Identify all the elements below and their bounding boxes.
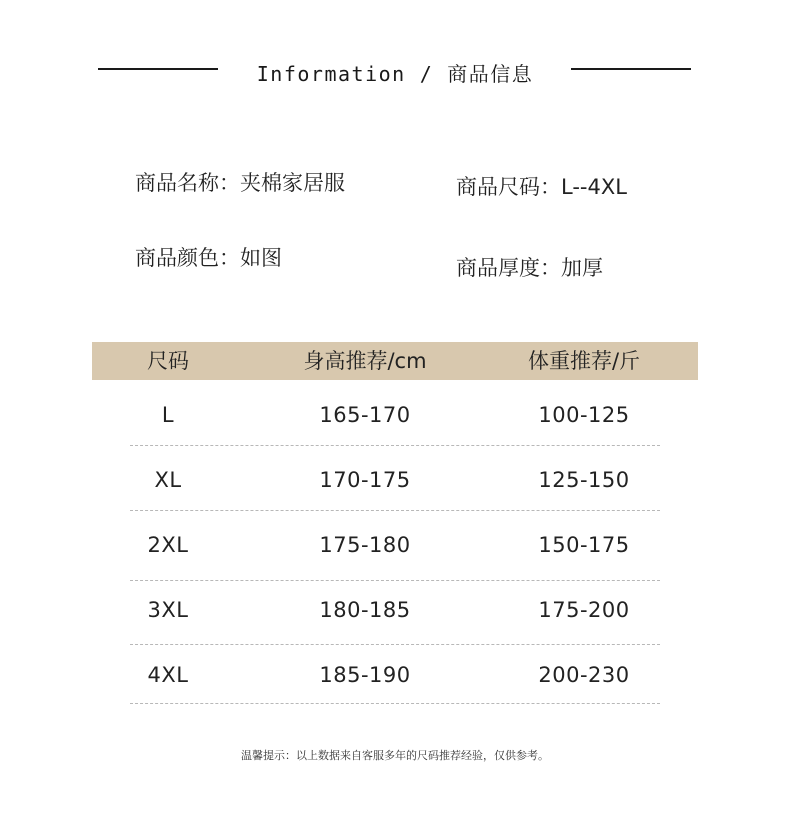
- size-cell: 2XL: [147, 533, 189, 557]
- header-line-right: [571, 68, 691, 70]
- size-cell: XL: [154, 468, 182, 492]
- column-header-weight: 体重推荐/斤: [527, 349, 641, 373]
- footer-note: 温馨提示：以上数据来自客服多年的尺码推荐经验，仅供参考。: [241, 749, 549, 762]
- weight-cell: 200-230: [538, 663, 630, 687]
- size-cell: L: [161, 403, 175, 427]
- row-divider: [130, 510, 660, 511]
- product-thickness: 商品厚度：加厚: [456, 256, 603, 280]
- row-divider: [130, 580, 660, 581]
- row-divider: [130, 703, 660, 704]
- height-cell: 180-185: [319, 598, 411, 622]
- row-divider: [130, 644, 660, 645]
- weight-cell: 100-125: [538, 403, 630, 427]
- section-title: [230, 58, 560, 87]
- column-header-height: 身高推荐/cm: [303, 349, 427, 373]
- product-size: 商品尺码：L--4XL: [456, 175, 627, 199]
- height-cell: 175-180: [319, 533, 411, 557]
- product-color: 商品颜色：如图: [135, 246, 282, 270]
- height-cell: 165-170: [319, 403, 411, 427]
- height-cell: 170-175: [319, 468, 411, 492]
- size-cell: 4XL: [147, 663, 189, 687]
- row-divider: [130, 445, 660, 446]
- size-cell: 3XL: [147, 598, 189, 622]
- weight-cell: 150-175: [538, 533, 630, 557]
- weight-cell: 125-150: [538, 468, 630, 492]
- column-header-size: 尺码: [147, 349, 189, 373]
- weight-cell: 175-200: [538, 598, 630, 622]
- title-en: Information: [256, 62, 406, 86]
- size-table-header: [92, 342, 698, 380]
- header-line-left: [98, 68, 218, 70]
- height-cell: 185-190: [319, 663, 411, 687]
- title-separator: /: [419, 62, 434, 86]
- product-name: 商品名称：夹棉家居服: [135, 171, 345, 195]
- title-cn: 商品信息: [447, 62, 534, 86]
